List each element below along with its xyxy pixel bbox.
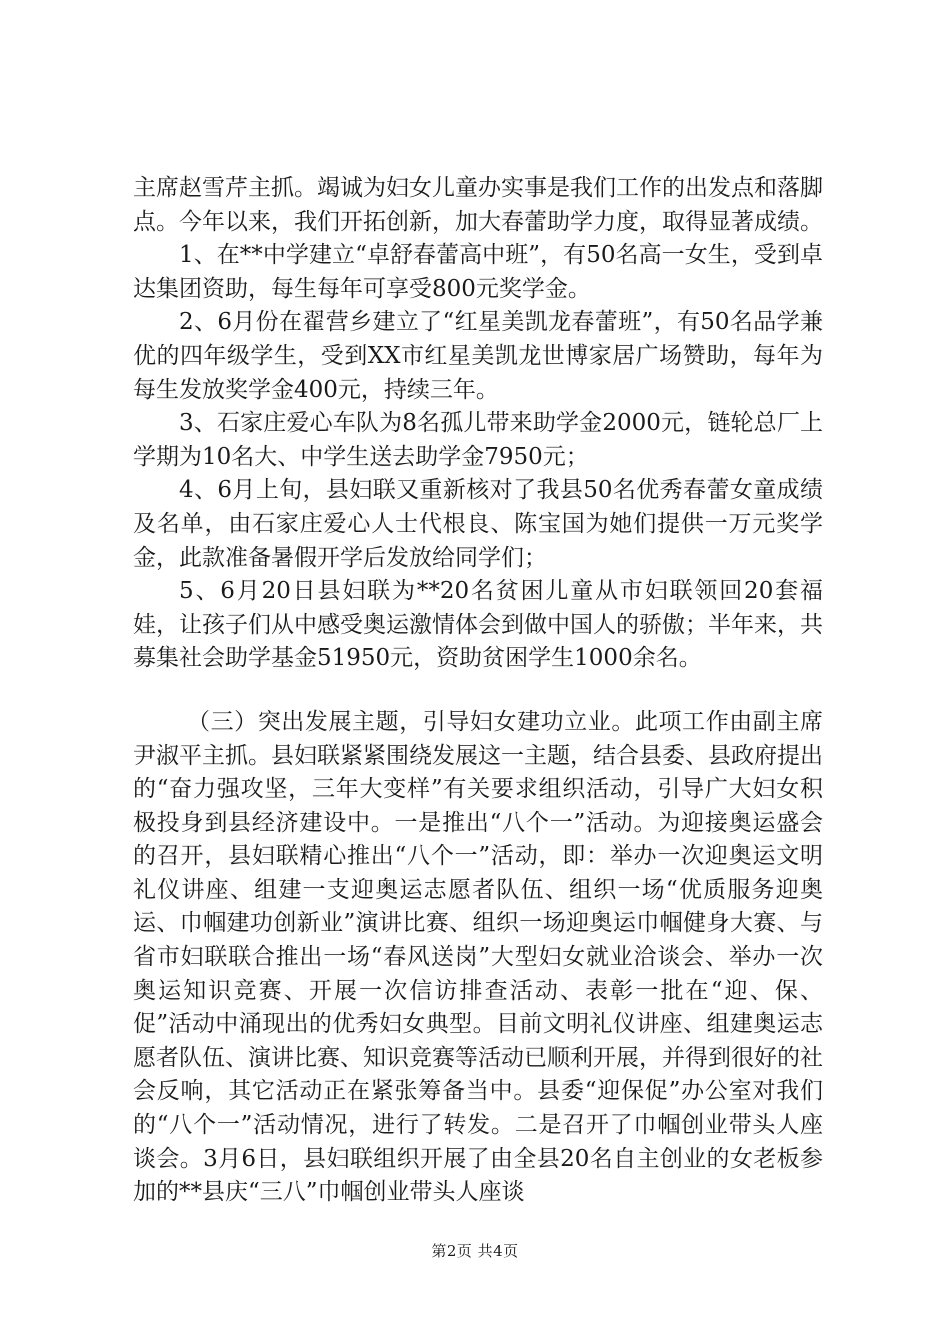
paragraph-item-3: 3、石家庄爱心车队为8名孤儿带来助学金2000元，链轮总厂上学期为10名大、中学生送去助学金7950元； [133, 410, 823, 470]
paragraph-item-4: 4、6月上旬，县妇联又重新核对了我县50名优秀春蕾女童成绩及名单，由石家庄爱心人士代根良、陈宝国为她们提供一万元奖学金，此款准备暑假开学后发放给同学们； [133, 477, 823, 571]
paragraph-intro: 主席赵雪芹主抓。竭诚为妇女儿童办实事是我们工作的出发点和落脚点。今年以来，我们开拓创新，加大春蕾助学力度，取得显著成绩。 [133, 175, 823, 235]
paragraph-gap [133, 676, 823, 706]
paragraph-item-5: 5、6月20日县妇联为**20名贫困儿童从市妇联领回20套福娃，让孩子们从中感受奥运激情体会到做中国人的骄傲；半年来，共募集社会助学基金51950元，资助贫困学生1000余名。 [133, 578, 823, 672]
document-body [133, 172, 823, 1210]
paragraph-item-1: 1、在**中学建立“卓舒春蕾高中班”，有50名高一女生，受到卓达集团资助，每生每年可享受800元奖学金。 [133, 242, 823, 302]
paragraph-item-2: 2、6月份在翟营乡建立了“红星美凯龙春蕾班”，有50名品学兼优的四年级学生，受到XX市红星美凯龙世博家居广场赞助，每年为每生发放奖学金400元，持续三年。 [133, 309, 823, 403]
page-footer: 第2页 共4页 [431, 1242, 519, 1260]
paragraph-section-3: （三）突出发展主题，引导妇女建功立业。此项工作由副主席尹淑平主抓。县妇联紧紧围绕发展这一主题，结合县委、县政府提出的“奋力强攻坚，三年大变样”有关要求组织活动，引导广大妇女积极投身到县经济建设中。一是推出“八个一”活动。为迎接奥运盛会的召开，县妇联精心推出“八个一”活动，即：举办一次迎奥运文明礼仪讲座、组建一支迎奥运志愿者队伍、组织一场“优质服务迎奥运、巾帼建功创新业”演讲比赛、组织一场迎奥运巾帼健身大赛、与省市妇联联合推出一场“春风送岗”大型妇女就业洽谈会、举办一次奥运知识竞赛、开展一次信访排查活动、表彰一批在“迎、保、促”活动中涌现出的优秀妇女典型。目前文明礼仪讲座、组建奥运志愿者队伍、演讲比赛、知识竞赛等活动已顺利开展，并得到很好的社会反响，其它活动正在紧张筹备当中。县委“迎保促”办公室对我们的“八个一”活动情况，进行了转发。二是召开了巾帼创业带头人座谈会。3月6日，县妇联组织开展了由全县20名自主创业的女老板参加的**县庆“三八”巾帼创业带头人座谈 [133, 708, 823, 1206]
